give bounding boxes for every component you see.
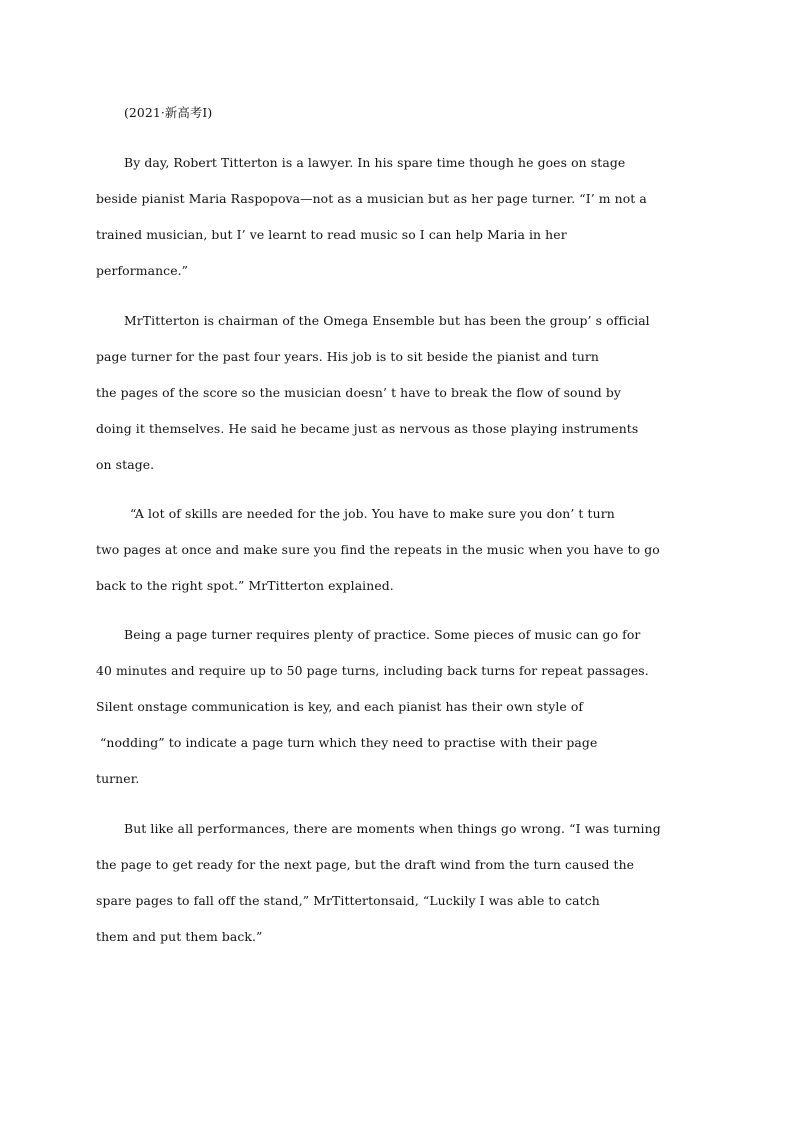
paragraph-5-line-4: them and put them back.”	[96, 929, 263, 944]
paragraph-1-line-3: trained musician, but I’ ve learnt to read music so I can help Maria in her	[96, 227, 567, 242]
paragraph-2-line-5: on stage.	[96, 457, 155, 472]
source-label: (2021·新高考Ⅰ)	[124, 105, 213, 120]
paragraph-2-line-3: the pages of the score so the musician doesn’ t have to break the flow of sound by	[96, 385, 621, 400]
paragraph-5-line-2: the page to get ready for the next page, but the draft wind from the turn caused the	[96, 857, 635, 872]
paragraph-2-line-1: MrTitterton is chairman of the Omega Ensemble but has been the group’ s official	[124, 313, 650, 328]
paragraph-5-line-1: But like all performances, there are moments when things go wrong. “I was turning	[124, 821, 661, 836]
paragraph-4-line-2: 40 minutes and require up to 50 page turns, including back turns for repeat passages.	[96, 663, 649, 678]
paragraph-3-line-2: two pages at once and make sure you find the repeats in the music when you have to go	[96, 542, 660, 557]
paragraph-4-line-1: Being a page turner requires plenty of practice. Some pieces of music can go for	[124, 627, 641, 642]
paragraph-4-line-4: “nodding” to indicate a page turn which they need to practise with their page	[100, 735, 598, 750]
paragraph-1-line-2: beside pianist Maria Raspopova—not as a musician but as her page turner. “I’ m not a	[96, 191, 647, 206]
paragraph-1-line-4: performance.”	[96, 263, 189, 278]
paragraph-4-line-3: Silent onstage communication is key, and each pianist has their own style of	[96, 699, 584, 714]
paragraph-2-line-2: page turner for the past four years. His job is to sit beside the pianist and turn	[96, 349, 600, 364]
paragraph-4-line-5: turner.	[96, 771, 140, 786]
paragraph-3-line-1: “A lot of skills are needed for the job. You have to make sure you don’ t turn	[126, 506, 615, 521]
paragraph-1-line-1: By day, Robert Titterton is a lawyer. In his spare time though he goes on stage	[124, 155, 626, 170]
paragraph-3-line-3: back to the right spot.” MrTitterton explained.	[96, 578, 394, 593]
paragraph-2-line-4: doing it themselves. He said he became just as nervous as those playing instruments	[96, 421, 639, 436]
paragraph-5-line-3: spare pages to fall off the stand,” MrTittertonsaid, “Luckily I was able to catch	[96, 893, 600, 908]
